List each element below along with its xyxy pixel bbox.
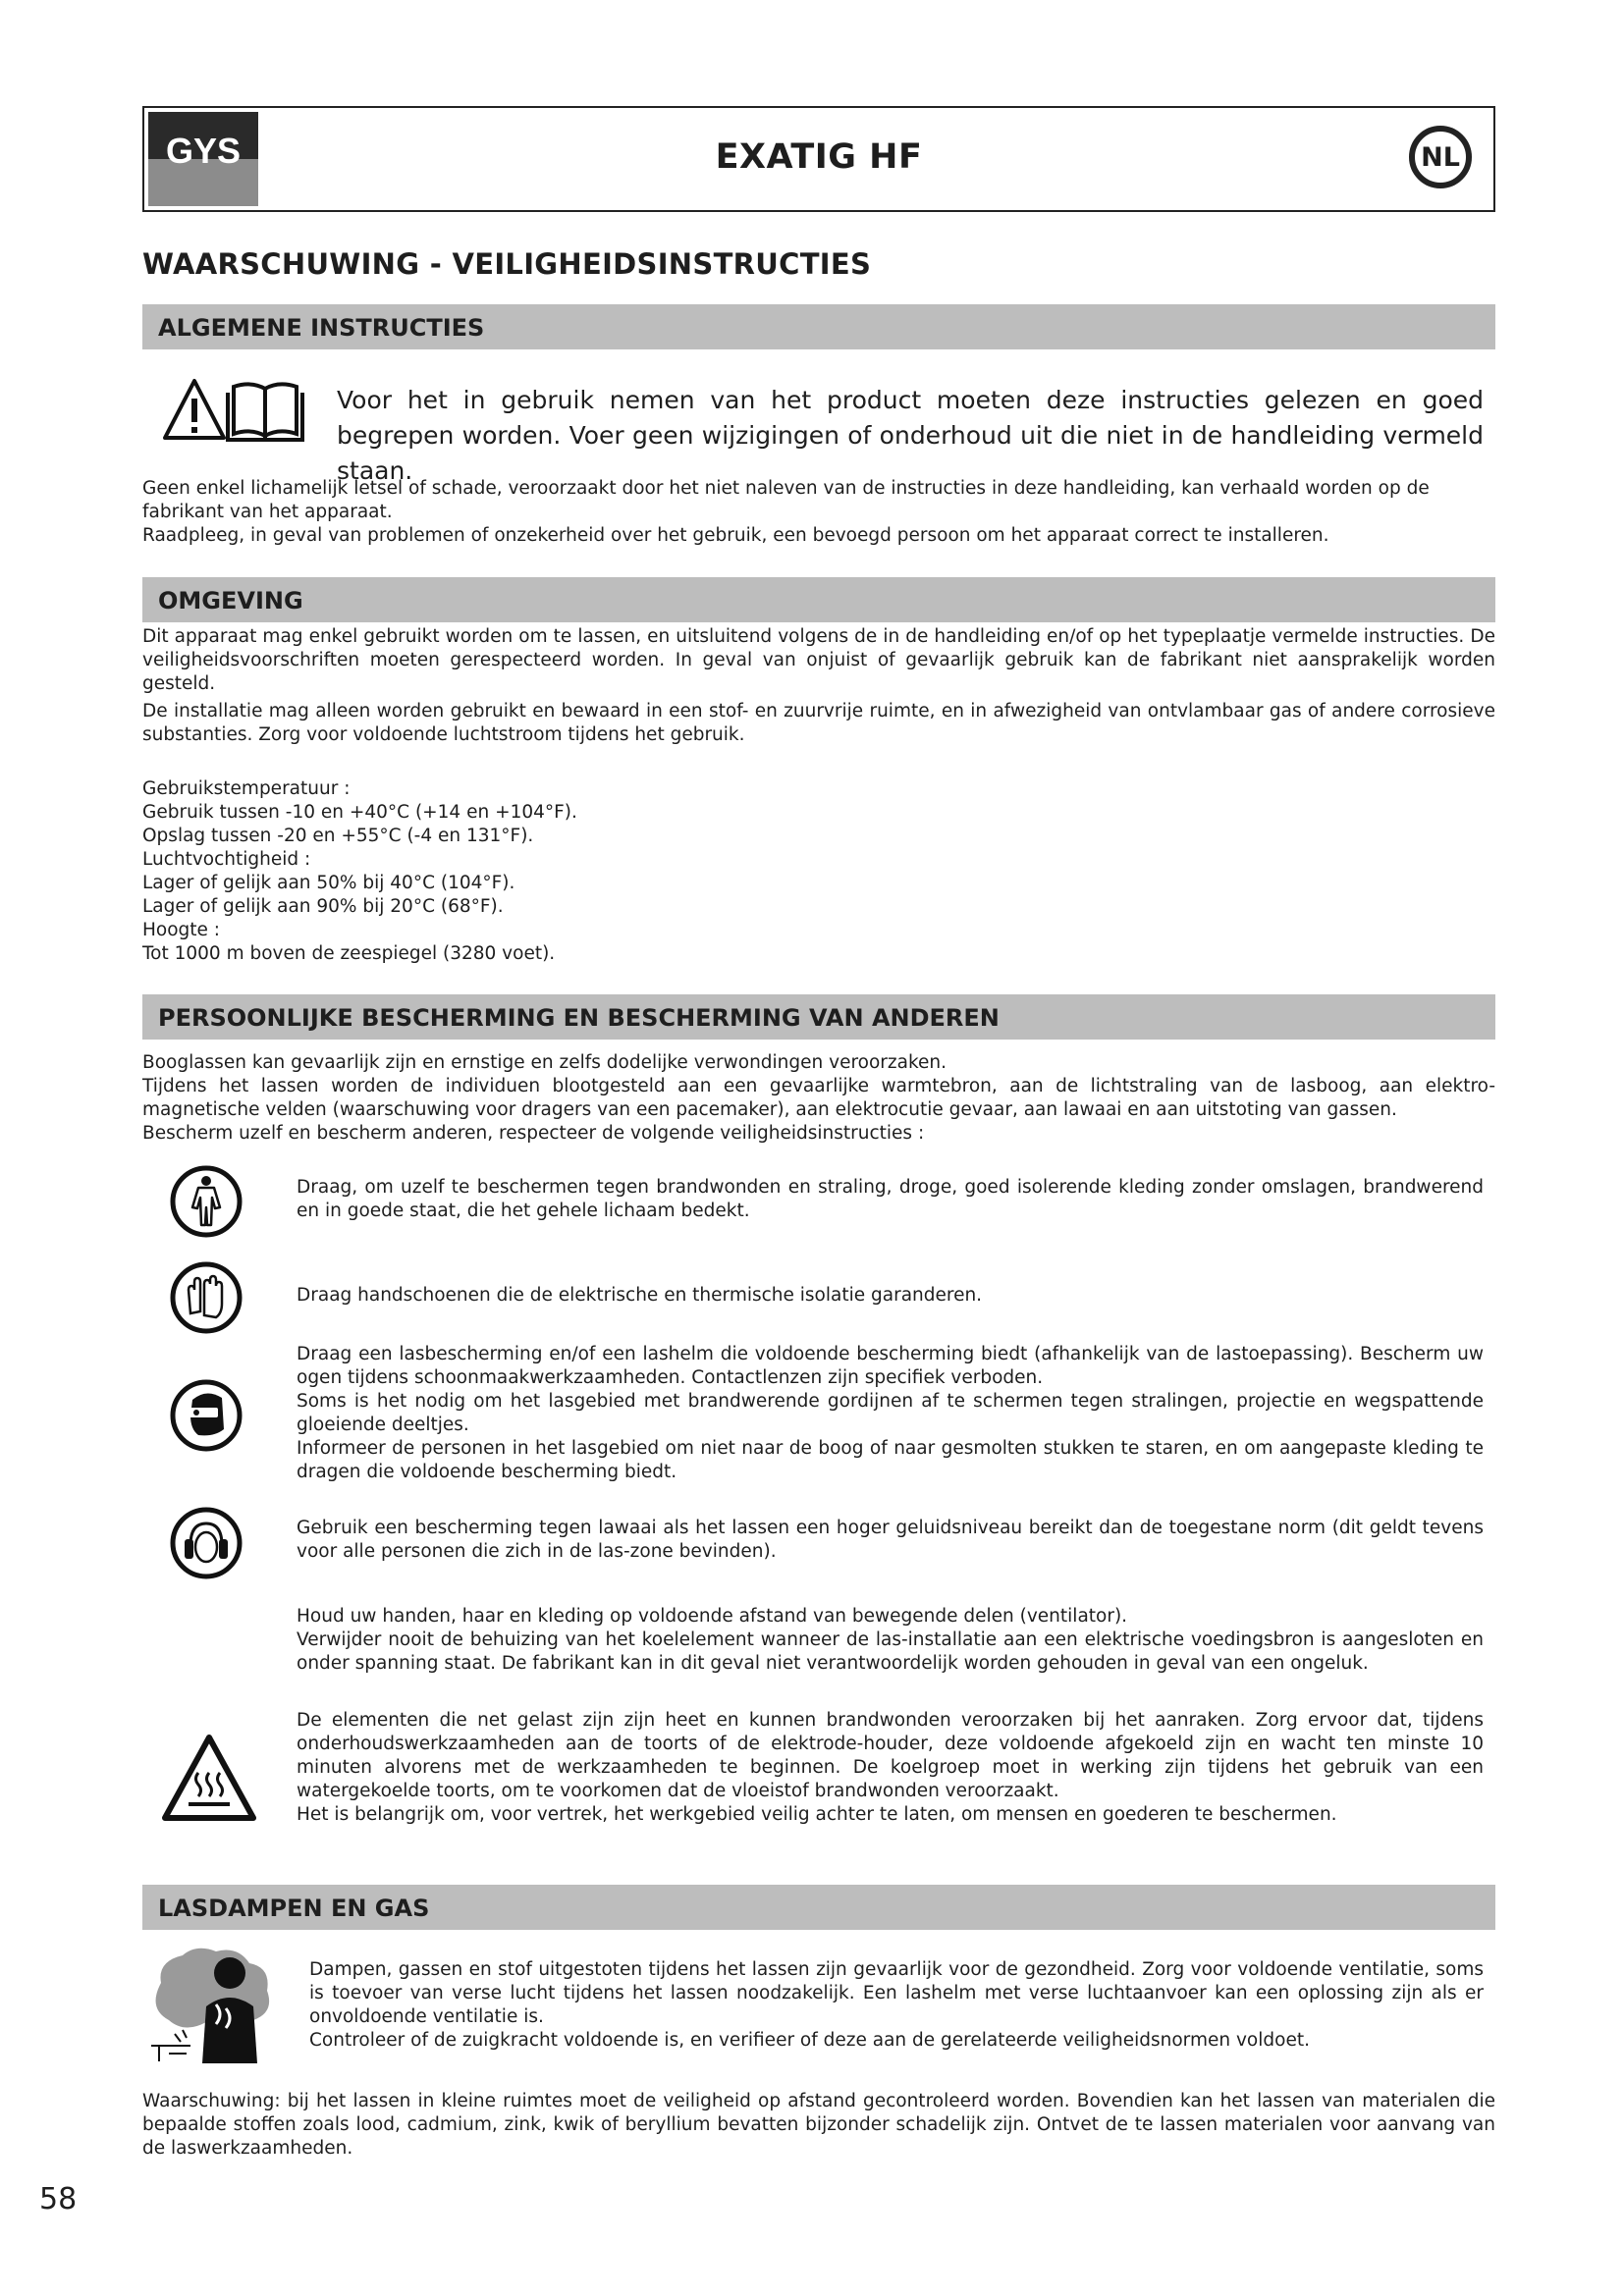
- gloves-text: Draag handschoenen die de elektrische en thermische isolatie garanderen.: [297, 1285, 983, 1306]
- section-header-general: ALGEMENE INSTRUCTIES: [142, 304, 1495, 349]
- general-paragraph: Raadpleeg, in geval van problemen of onzekerheid over het gebruik, een bevoegd persoon om het apparaat correct te installeren.: [142, 525, 1329, 546]
- spec-line: Opslag tussen -20 en +55°C (-4 en 131°F).: [142, 826, 534, 846]
- moving-parts-line: Verwijder nooit de behuizing van het koelelement wanneer de las-installatie aan een elektrische voedingsbron is aangesloten en onder spanning staat. De fabrikant kan in dit geval niet verantwoordelijk worden gehouden in geval van een ongeluk.: [297, 1629, 1484, 1674]
- document-header: [142, 106, 1495, 212]
- protection-intro: [142, 1051, 1495, 1146]
- language-badge: NL: [1409, 126, 1472, 188]
- page-number: 58: [39, 2182, 78, 2216]
- protection-intro-line: Booglassen kan gevaarlijk zijn en ernstige en zelfs dodelijke verwondingen veroorzaken.: [142, 1052, 947, 1073]
- spec-line: Hoogte :: [142, 920, 221, 940]
- spec-line: Gebruikstemperatuur :: [142, 778, 351, 799]
- hot-surface-icon: [161, 1734, 257, 1822]
- section-header-protection: PERSOONLIJKE BESCHERMING EN BESCHERMING VAN ANDEREN: [142, 994, 1495, 1040]
- spec-line: Tot 1000 m boven de zeespiegel (3280 voet).: [142, 943, 556, 964]
- general-lead-text: Voor het in gebruik nemen van het product moeten deze instructies gelezen en goed begrepen worden. Voer geen wijzigingen of onderhoud uit die niet in de handleiding vermeld staan.: [337, 386, 1484, 485]
- environment-paragraph: De installatie mag alleen worden gebruikt en bewaard in een stof- en zuurvrije ruimte, en in afwezigheid van ontvlambaar gas of andere corrosieve substanties. Zorg voor voldoende luchtstroom tijdens het gebruik.: [142, 701, 1495, 745]
- spec-line: Gebruik tussen -10 en +40°C (+14 en +104°F).: [142, 802, 577, 823]
- protection-intro-line: Bescherm uzelf en bescherm anderen, respecteer de volgende veiligheidsinstructies :: [142, 1123, 925, 1144]
- document-title: EXATIG HF: [715, 137, 923, 177]
- spec-line: Luchtvochtigheid :: [142, 849, 311, 870]
- face-protection-text: [297, 1343, 1484, 1484]
- moving-parts-text: [297, 1605, 1484, 1676]
- spec-line: Lager of gelijk aan 50% bij 40°C (104°F).: [142, 873, 515, 893]
- noise-text: Gebruik een bescherming tegen lawaai als het lassen een hoger geluidsniveau bereikt dan de toegestane norm (dit geldt tevens voor alle personen die zich in de las-zone bevinden).: [297, 1518, 1484, 1562]
- warning-manual-icon: [163, 377, 306, 442]
- general-paragraph: Geen enkel lichamelijk letsel of schade, veroorzaakt door het niet naleven van de instructies in deze handleiding, kan verhaald worden op de fabrikant van het apparaat.: [142, 478, 1430, 522]
- section-header-environment: OMGEVING: [142, 577, 1495, 622]
- ear-protection-icon: [169, 1506, 244, 1580]
- environment-paragraph: Dit apparaat mag enkel gebruikt worden om te lassen, en uitsluitend volgens de in de handleiding en/of op het typeplaatje vermelde instructies. De veiligheidsvoorschriften moeten gerespecteerd worden. In geval van onjuist of gevaarlijk gebruik kan de fabrikant niet aansprakelijk worden gesteld.: [142, 626, 1495, 694]
- page-title: WAARSCHUWING - VEILIGHEIDSINSTRUCTIES: [142, 247, 872, 281]
- face-shield-icon: [169, 1378, 244, 1453]
- clothing-text: Draag, om uzelf te beschermen tegen brandwonden en straling, droge, goed isolerende kleding zonder omslagen, brandwerend en in goede staat, die het gehele lichaam bedekt.: [297, 1177, 1484, 1221]
- protective-clothing-icon: [169, 1164, 244, 1239]
- logo-text: GYS: [165, 131, 242, 171]
- face-protection-line: Soms is het nodig om het lasgebied met brandwerende gordijnen af te schermen tegen stralingen, projectie en wegspattende gloeiende deeltjes.: [297, 1391, 1484, 1435]
- protection-intro-line: Tijdens het lassen worden de individuen blootgesteld aan een gevaarlijke warmtebron, aan de lichtstraling van de lasboog, aan elektro-magnetische velden (waarschuwing voor dragers van een pacemaker), aan elektrocutie gevaar, aan lawaai en aan uitstoting van gassen.: [142, 1076, 1495, 1120]
- protective-gloves-icon: [169, 1260, 244, 1335]
- fumes-paragraph: Controleer of de zuigkracht voldoende is, en verifieer of deze aan de gerelateerde veiligheidsnormen voldoet.: [309, 2030, 1310, 2051]
- fumes-paragraph: Dampen, gassen en stof uitgestoten tijdens het lassen zijn gevaarlijk voor de gezondheid. Zorg voor voldoende ventilatie, soms is toevoer van verse lucht tijdens het lassen noodzakelijk. Een lashelm met verse luchtaanvoer kan een oplossing zijn als er onvoldoende ventilatie is.: [309, 1959, 1484, 2027]
- environment-specs: [142, 777, 1026, 966]
- fumes-warning: Waarschuwing: bij het lassen in kleine ruimtes moet de veiligheid op afstand gecontroleerd worden. Bovendien kan het lassen van materialen die bepaalde stoffen zoals lood, cadmium, zink, kwik of beryllium bevatten bijzonder schadelijk zijn. Ontvet de te lassen materialen voor aanvang van de laswerkzaamheden.: [142, 2091, 1495, 2159]
- section-header-fumes: LASDAMPEN EN GAS: [142, 1885, 1495, 1930]
- hot-surface-text: [297, 1709, 1484, 1827]
- general-text: [142, 477, 1495, 548]
- spec-line: Lager of gelijk aan 90% bij 20°C (68°F).: [142, 896, 504, 917]
- hot-surface-line: Het is belangrijk om, voor vertrek, het werkgebied veilig achter te laten, om mensen en goederen te beschermen.: [297, 1804, 1337, 1825]
- moving-parts-line: Houd uw handen, haar en kleding op voldoende afstand van bewegende delen (ventilator).: [297, 1606, 1128, 1627]
- hot-surface-line: De elementen die net gelast zijn zijn heet en kunnen brandwonden veroorzaken bij het aanraken. Zorg ervoor dat, tijdens onderhoudswerkzaamheden aan de toorts of de elektrode-houder, deze voldoende afgekoeld zijn en wacht ten minste 10 minuten alvorens met de werkzaamheden te beginnen. De koelgroep moet in werking zijn tijdens het gebruik van een watergekoelde toorts, om te voorkomen dat de vloeistof brandwonden veroorzaakt.: [297, 1710, 1484, 1801]
- fumes-text: [309, 1958, 1484, 2053]
- face-protection-line: Informeer de personen in het lasgebied om niet naar de boog of naar gesmolten stukken te staren, en om aangepaste kleding te dragen die voldoende bescherming biedt.: [297, 1438, 1484, 1482]
- face-protection-line: Draag een lasbescherming en/of een lashelm die voldoende bescherming biedt (afhankelijk van de lastoepassing). Bescherm uw ogen tijdens schoonmaakwerkzaamheden. Contactlenzen zijn specifiek verboden.: [297, 1344, 1484, 1388]
- fumes-hazard-icon: [147, 1944, 295, 2071]
